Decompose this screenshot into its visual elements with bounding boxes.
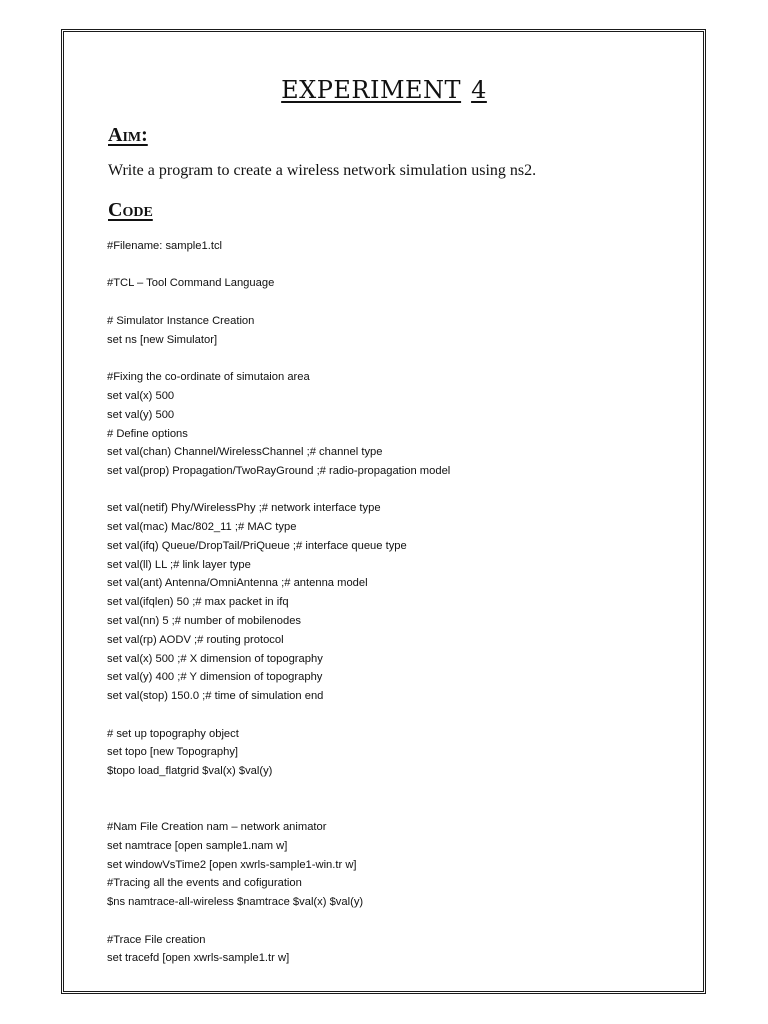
page-title (0, 76, 768, 104)
code-line: set val(ant) Antenna/OmniAntenna ;# antenna model (107, 577, 368, 589)
code-line: # Define options (107, 428, 188, 440)
code-line: $ns namtrace-all-wireless $namtrace $val(x) $val(y) (107, 896, 364, 908)
code-line: set val(prop) Propagation/TwoRayGround ;# radio-propagation model (107, 465, 451, 477)
code-line: #Tracing all the events and cofiguration (107, 877, 302, 889)
code-line: set val(rp) AODV ;# routing protocol (107, 634, 284, 646)
code-line: set val(ifq) Queue/DropTail/PriQueue ;# interface queue type (107, 540, 407, 552)
code-line: #Fixing the co-ordinate of simutaion area (107, 371, 310, 383)
code-line: set topo [new Topography] (107, 746, 239, 758)
code-line: set windowVsTime2 [open xwrls-sample1-win.tr w] (107, 859, 357, 871)
code-line: #Trace File creation (107, 934, 206, 946)
code-line: set tracefd [open xwrls-sample1.tr w] (107, 952, 290, 964)
code-line: set val(y) 400 ;# Y dimension of topography (107, 671, 323, 683)
aim-heading: Aim: (108, 124, 148, 146)
code-heading: Code (108, 199, 153, 221)
code-line: #Nam File Creation nam – network animator (107, 821, 327, 833)
code-line: set val(ll) LL ;# link layer type (107, 559, 251, 571)
code-line: set val(stop) 150.0 ;# time of simulation end (107, 690, 324, 702)
title-number: 4 (471, 76, 487, 104)
code-line: set val(ifqlen) 50 ;# max packet in ifq (107, 596, 289, 608)
aim-text: Write a program to create a wireless network simulation using ns2. (108, 162, 537, 179)
code-line: $topo load_flatgrid $val(x) $val(y) (107, 765, 273, 777)
code-line: set val(x) 500 ;# X dimension of topography (107, 653, 323, 665)
code-line: set val(chan) Channel/WirelessChannel ;# channel type (107, 446, 383, 458)
code-line: #TCL – Tool Command Language (107, 277, 275, 289)
code-line: set val(y) 500 (107, 409, 175, 421)
code-line: #Filename: sample1.tcl (107, 240, 223, 252)
code-line: set ns [new Simulator] (107, 334, 218, 346)
code-line: # set up topography object (107, 728, 239, 740)
code-line: set val(x) 500 (107, 390, 175, 402)
code-line: set namtrace [open sample1.nam w] (107, 840, 288, 852)
code-line: # Simulator Instance Creation (107, 315, 255, 327)
code-line: set val(nn) 5 ;# number of mobilenodes (107, 615, 302, 627)
code-line: set val(mac) Mac/802_11 ;# MAC type (107, 521, 297, 533)
code-line: set val(netif) Phy/WirelessPhy ;# network interface type (107, 502, 381, 514)
title-word: EXPERIMENT (281, 76, 462, 104)
